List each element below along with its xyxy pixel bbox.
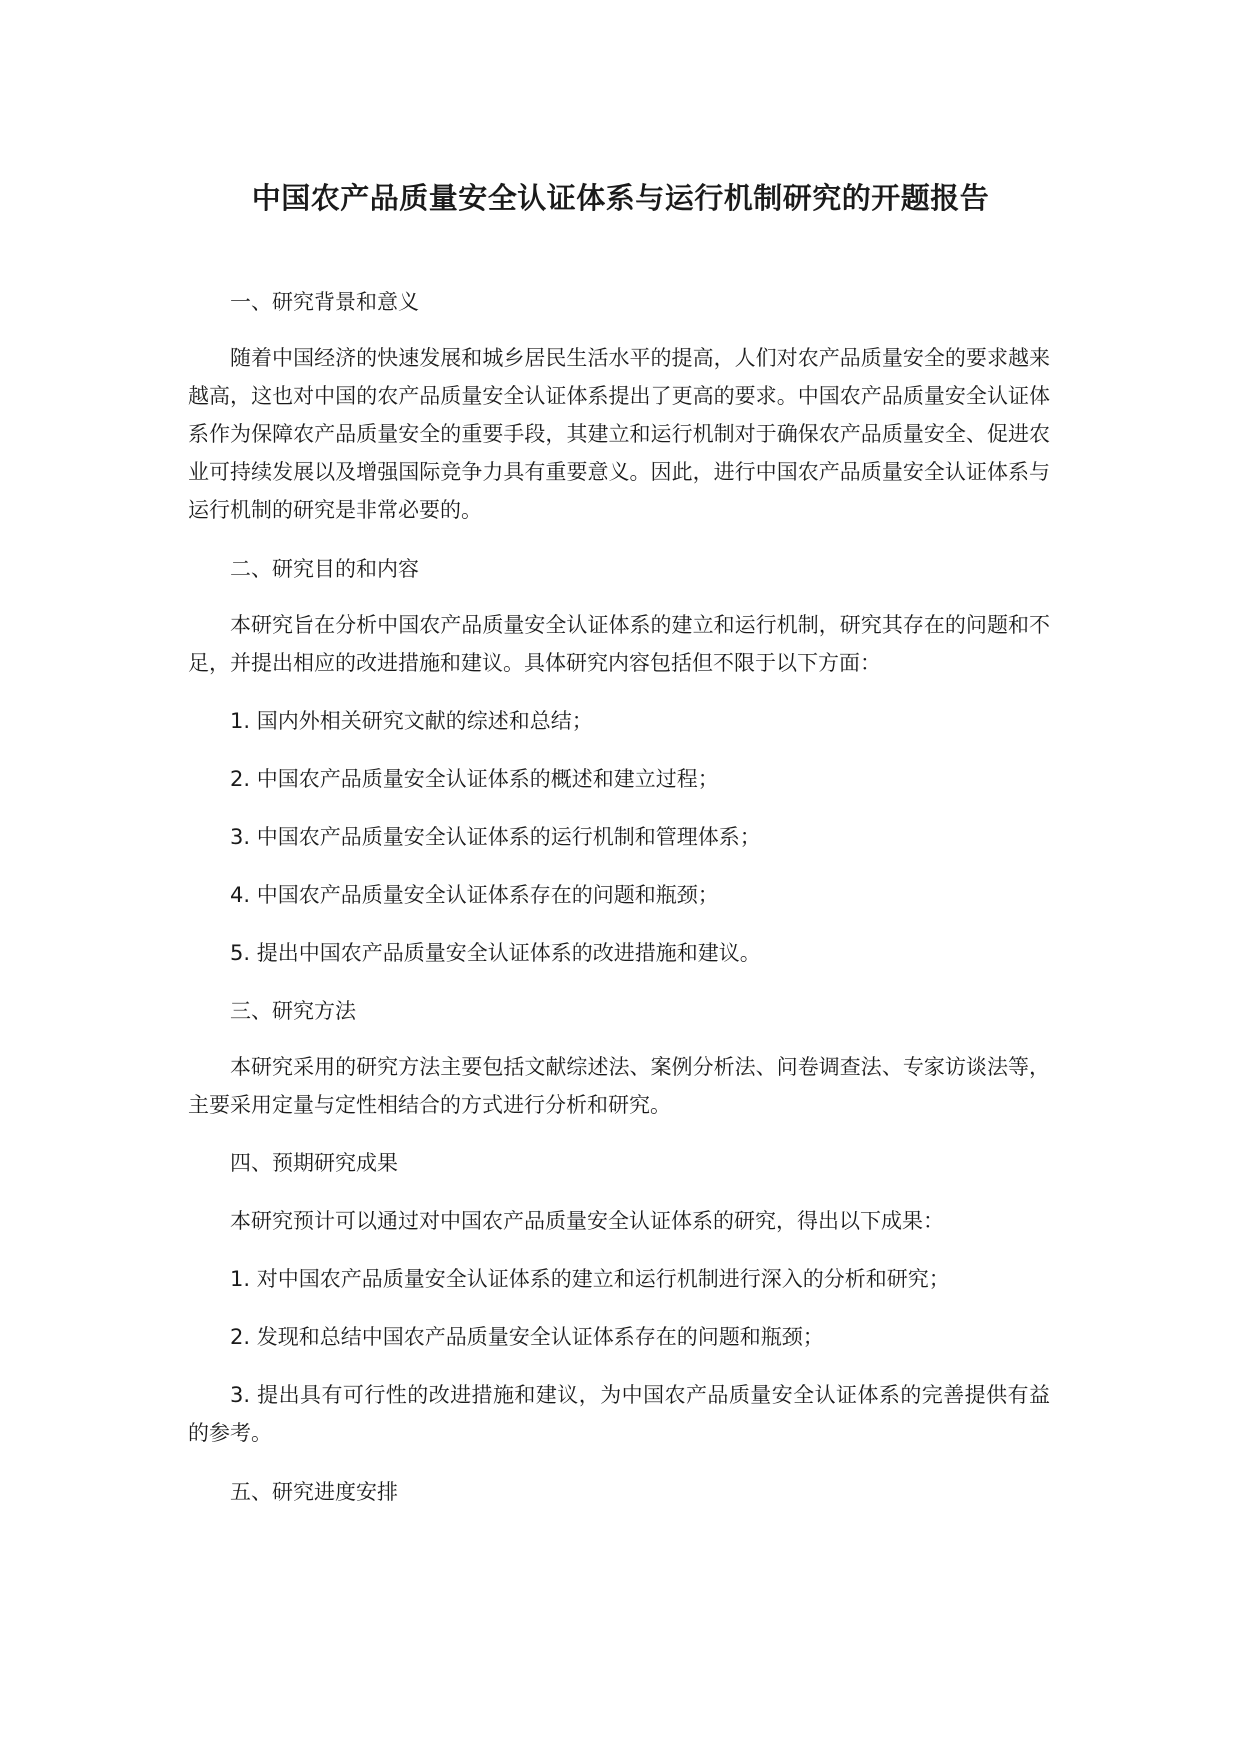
- document-title: 中国农产品质量安全认证体系与运行机制研究的开题报告: [251, 181, 990, 215]
- section-heading-background: 一、研究背景和意义: [230, 290, 419, 314]
- list-item: 4. 中国农产品质量安全认证体系存在的问题和瓶颈；: [230, 883, 719, 907]
- section-paragraph-methods: 本研究采用的研究方法主要包括文献综述法、案例分析法、问卷调查法、专家访谈法等，主要采用定量与定性相结合的方式进行分析和研究。: [188, 1055, 1050, 1117]
- document-body: [188, 283, 1050, 1511]
- section-paragraph-background: 随着中国经济的快速发展和城乡居民生活水平的提高，人们对农产品质量安全的要求越来越高，这也对中国的农产品质量安全认证体系提出了更高的要求。中国农产品质量安全认证体系作为保障农产品质量安全的重要手段，其建立和运行机制对于确保农产品质量安全、促进农业可持续发展以及增强国际竞争力具有重要意义。因此，进行中国农产品质量安全认证体系与运行机制的研究是非常必要的。: [188, 346, 1050, 522]
- section-paragraph-objectives: 本研究旨在分析中国农产品质量安全认证体系的建立和运行机制，研究其存在的问题和不足，并提出相应的改进措施和建议。具体研究内容包括但不限于以下方面：: [188, 613, 1050, 675]
- list-item: 1. 对中国农产品质量安全认证体系的建立和运行机制进行深入的分析和研究；: [230, 1267, 950, 1291]
- section-heading-expected-results: 四、预期研究成果: [230, 1151, 398, 1175]
- list-item: 1. 国内外相关研究文献的综述和总结；: [230, 709, 593, 733]
- list-item: 2. 中国农产品质量安全认证体系的概述和建立过程；: [230, 767, 719, 791]
- list-item: 2. 发现和总结中国农产品质量安全认证体系存在的问题和瓶颈；: [230, 1325, 824, 1349]
- list-item: 5. 提出中国农产品质量安全认证体系的改进措施和建议。: [230, 941, 761, 965]
- section-heading-objectives: 二、研究目的和内容: [230, 557, 419, 581]
- section-paragraph-expected-results: 本研究预计可以通过对中国农产品质量安全认证体系的研究，得出以下成果：: [230, 1209, 944, 1233]
- list-item: 3. 中国农产品质量安全认证体系的运行机制和管理体系；: [230, 825, 761, 849]
- section-heading-schedule: 五、研究进度安排: [230, 1480, 398, 1504]
- list-item: 3. 提出具有可行性的改进措施和建议，为中国农产品质量安全认证体系的完善提供有益的参考。: [188, 1383, 1050, 1445]
- section-heading-methods: 三、研究方法: [230, 999, 356, 1023]
